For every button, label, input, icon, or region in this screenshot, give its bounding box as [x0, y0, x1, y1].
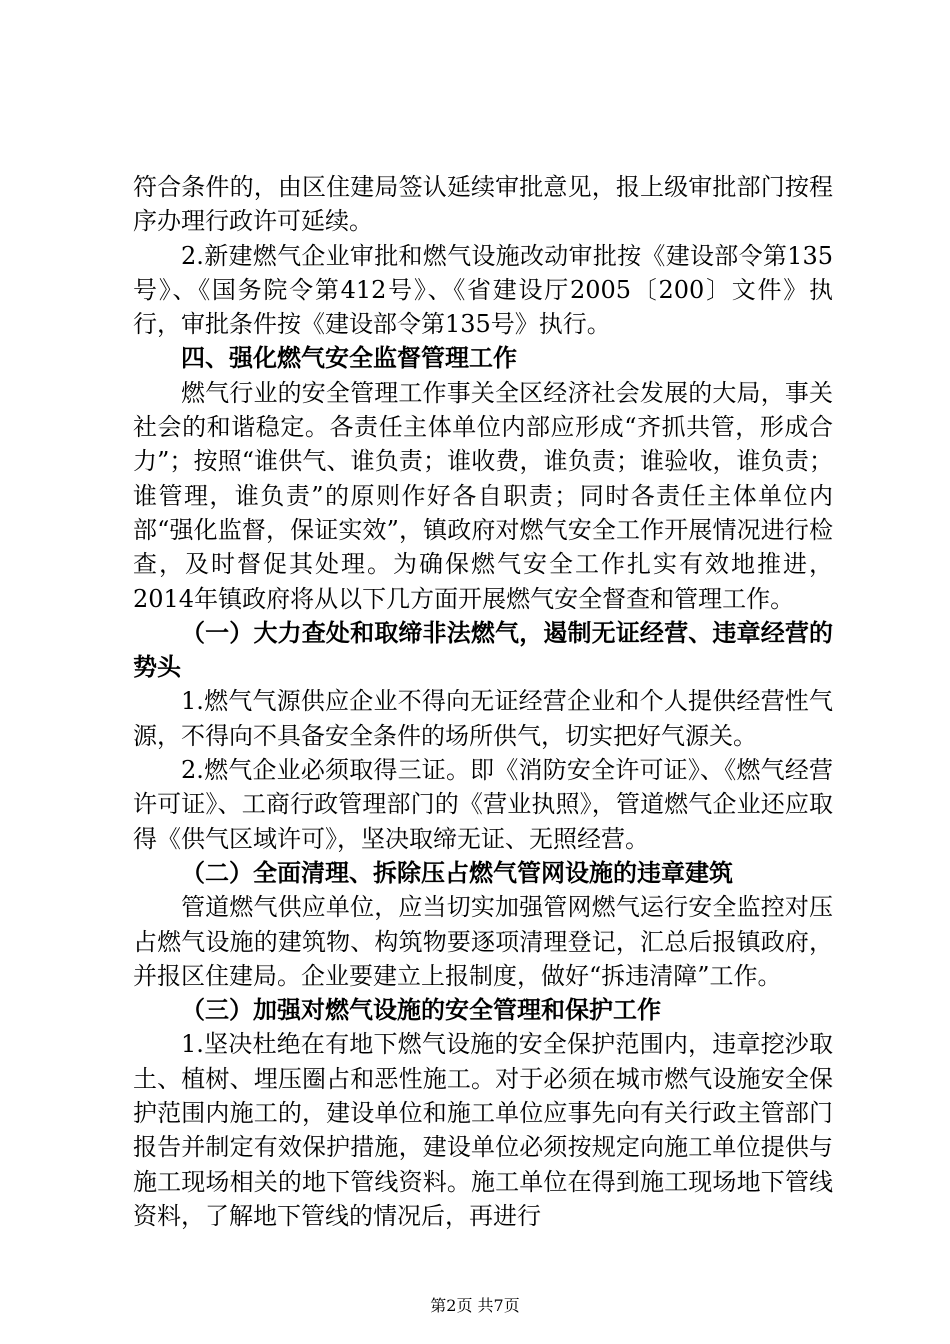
subheading-2: （二）全面清理、拆除压占燃气管网设施的违章建筑 — [181, 857, 733, 887]
document-body — [133, 170, 833, 1233]
paragraph-sub1-item-1: 1.燃气气源供应企业不得向无证经营企业和个人提供经营性气源，不得向不具备安全条件的场所供气，切实把好气源关。 — [133, 687, 833, 750]
subheading-3: （三）加强对燃气设施的安全管理和保护工作 — [181, 995, 661, 1025]
paragraph-continuation: 符合条件的，由区住建局签认延续审批意见，报上级审批部门按程序办理行政许可延续。 — [133, 173, 833, 236]
paragraph-section-4-intro: 燃气行业的安全管理工作事关全区经济社会发展的大局，事关社会的和谐稳定。各责任主体单位内部应形成“齐抓共管，形成合力”；按照“谁供气、谁负责；谁收费，谁负责；谁验收，谁负责；谁管理，谁负责”的原则作好各自职责；同时各责任主体单位内部“强化监督，保证实效”，镇政府对燃气安全工作开展情况进行检查，及时督促其处理。为确保燃气安全工作扎实有效地推进，2014年镇政府将从以下几方面开展燃气安全督查和管理工作。 — [133, 378, 833, 613]
page-number-footer: 第2页 共7页 — [430, 1296, 520, 1315]
subheading-1: （一）大力查处和取缔非法燃气，遏制无证经营、违章经营的势头 — [133, 617, 833, 682]
paragraph-sub2-body: 管道燃气供应单位，应当切实加强管网燃气运行安全监控对压占燃气设施的建筑物、构筑物要逐项清理登记，汇总后报镇政府，并报区住建局。企业要建立上报制度，做好“拆违清障”工作。 — [133, 893, 833, 990]
section-heading-4: 四、强化燃气安全监督管理工作 — [181, 343, 517, 373]
paragraph-sub3-item-1: 1.坚决杜绝在有地下燃气设施的安全保护范围内，违章挖沙取土、植树、埋压圈占和恶性施工。对于必须在城市燃气设施安全保护范围内施工的，建设单位和施工单位应事先向有关行政主管部门报告并制定有效保护措施，建设单位必须按规定向施工单位提供与施工现场相关的地下管线资料。施工单位在得到施工现场地下管线资料，了解地下管线的情况后，再进行 — [133, 1030, 833, 1230]
paragraph-sub1-item-2: 2.燃气企业必须取得三证。即《消防安全许可证》、《燃气经营许可证》、工商行政管理部门的《营业执照》，管道燃气企业还应取得《供气区域许可》，坚决取缔无证、无照经营。 — [133, 756, 833, 853]
paragraph-item-2: 2.新建燃气企业审批和燃气设施改动审批按《建设部令第135号》、《国务院令第412号》、《省建设厅2005〔200〕文件》执行，审批条件按《建设部令第135号》执行。 — [133, 241, 833, 339]
